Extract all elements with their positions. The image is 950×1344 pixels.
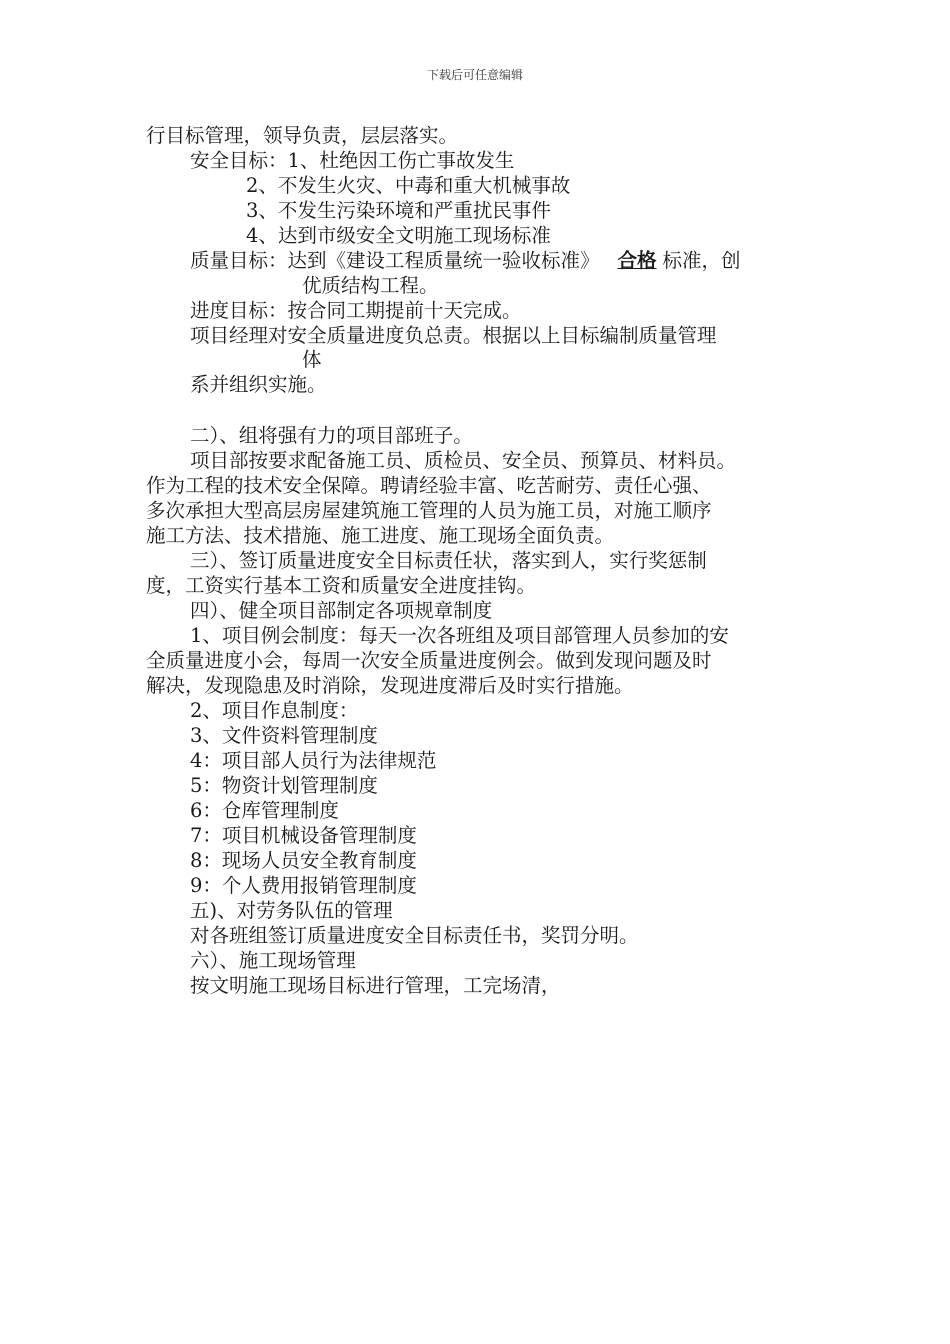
list-item: 6：仓库管理制度 bbox=[190, 799, 339, 822]
text-line: 项目部按要求配备施工员、质检员、安全员、预算员、材料员。 bbox=[190, 449, 737, 472]
section-heading: 五)、对劳务队伍的管理 bbox=[190, 899, 393, 922]
text-line: 度，工资实行基本工资和质量安全进度挂钩。 bbox=[146, 574, 537, 597]
text-line: 解决，发现隐患及时消除，发现进度滞后及时实行措施。 bbox=[146, 674, 634, 697]
text-line: 行目标管理，领导负责，层层落实。 bbox=[146, 124, 459, 147]
text-line: 作为工程的技术安全保障。聘请经验丰富、吃苦耐劳、责任心强、 bbox=[146, 474, 712, 497]
section-heading: 三）、签订质量进度安全目标责任状，落实到人，实行奖惩制 bbox=[190, 549, 707, 572]
list-item: 5：物资计划管理制度 bbox=[190, 774, 378, 797]
section-heading: 四）、健全项目部制定各项规章制度 bbox=[190, 599, 493, 622]
list-item: 7：项目机械设备管理制度 bbox=[190, 824, 417, 847]
list-item: 3、文件资料管理制度 bbox=[190, 724, 378, 747]
text-line: 系并组织实施。 bbox=[190, 373, 327, 396]
text-line: 进度目标：按合同工期提前十天完成。 bbox=[190, 299, 522, 322]
list-item: 8：现场人员安全教育制度 bbox=[190, 849, 417, 872]
text-line: 施工方法、技术措施、施工进度、施工现场全面负责。 bbox=[146, 524, 615, 547]
text-line: 3、不发生污染环境和严重扰民事件 bbox=[246, 199, 551, 222]
text-line: 安全目标：1、杜绝因工伤亡事故发生 bbox=[190, 149, 515, 172]
page-header: 下载后可任意编辑 bbox=[426, 68, 523, 82]
quality-goal-text: 质量目标：达到《建设工程质量统一验收标准》 bbox=[190, 249, 600, 272]
list-item: 9：个人费用报销管理制度 bbox=[190, 874, 417, 897]
list-item: 2、项目作息制度： bbox=[190, 699, 359, 722]
text-line: 优质结构工程。 bbox=[302, 274, 439, 297]
text-line: 多次承担大型高层房屋建筑施工管理的人员为施工员，对施工顺序 bbox=[146, 499, 712, 522]
text-line: 项目经理对安全质量进度负总责。根据以上目标编制质量管理 bbox=[190, 324, 717, 347]
text-line: 体 bbox=[302, 348, 322, 371]
text-line: 按文明施工现场目标进行管理，工完场清， bbox=[190, 974, 561, 997]
text-line: 2、不发生火灾、中毒和重大机械事故 bbox=[246, 174, 571, 197]
text-line: 全质量进度小会，每周一次安全质量进度例会。做到发现问题及时 bbox=[146, 649, 712, 672]
quality-grade: 合格 bbox=[617, 249, 657, 272]
text-line: 1、项目例会制度：每天一次各班组及项目部管理人员参加的安 bbox=[190, 624, 729, 647]
section-heading: 六）、施工现场管理 bbox=[190, 949, 356, 972]
quality-goal-line bbox=[190, 249, 741, 273]
section-heading: 二）、组将强有力的项目部班子。 bbox=[190, 424, 473, 447]
text-line: 对各班组签订质量进度安全目标责任书，奖罚分明。 bbox=[190, 924, 639, 947]
list-item: 4：项目部人员行为法律规范 bbox=[190, 749, 437, 772]
text-line: 4、达到市级安全文明施工现场标准 bbox=[246, 224, 551, 247]
quality-goal-tail: 标准，创 bbox=[662, 249, 741, 272]
